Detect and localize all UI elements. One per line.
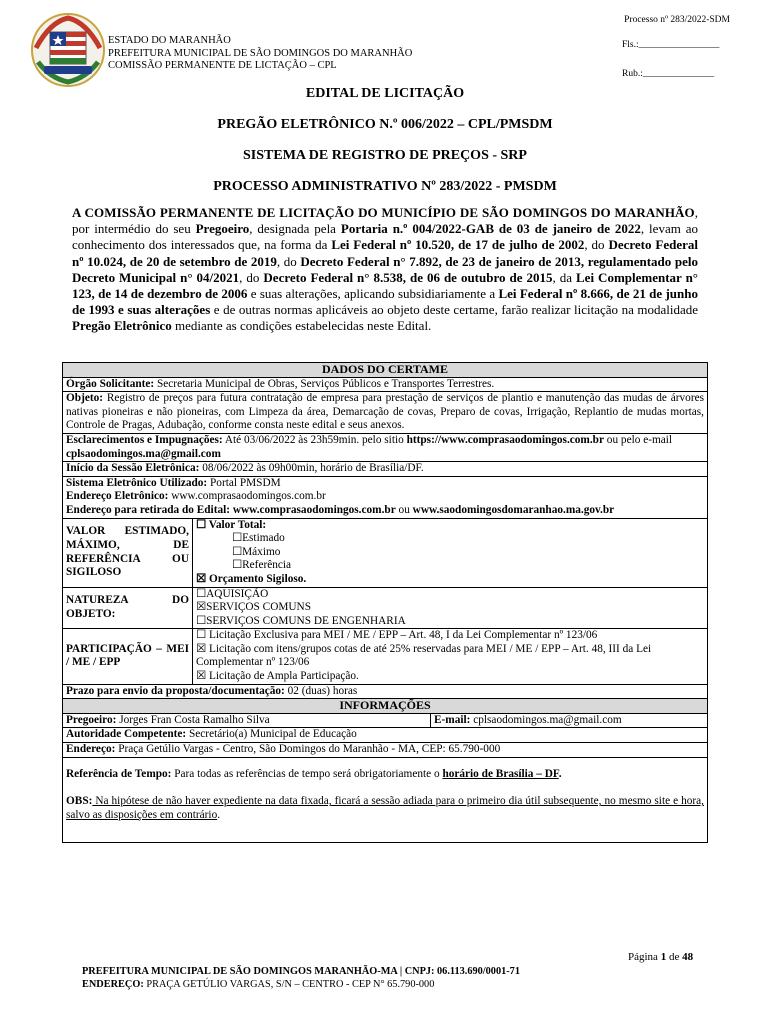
sistema-value: Portal PMSDM (207, 476, 281, 489)
obs-note (66, 795, 704, 822)
retirada-or: ou (395, 503, 413, 516)
dados-certame-table (62, 362, 708, 843)
intro-text: , da (552, 269, 577, 285)
pregoeiro-row (63, 714, 707, 729)
exclusiva-checkbox[interactable]: ☐ Licitação Exclusiva para MEI / ME / EPP – Art. 48, I da Lei Complementar nº 123/06 (196, 629, 598, 642)
intro-text: , por intermédio do seu (72, 205, 698, 237)
objeto-row (63, 392, 707, 434)
ampla-checkbox[interactable]: ☒ Licitação de Ampla Participação. (196, 670, 359, 683)
inicio-label: Início da Sessão Eletrônica: (66, 462, 200, 475)
intro-text: , levam ao conhecimento dos interessados que, na forma da (72, 221, 698, 253)
ref-value: Para todas as referências de tempo será obrigatoriamente o (171, 767, 443, 780)
inicio-row (63, 462, 707, 477)
edital-title: EDITAL DE LICITAÇÃO (305, 86, 465, 101)
servicos-engenharia-checkbox[interactable]: ☐SERVIÇOS COMUNS DE ENGENHARIA (196, 614, 406, 627)
info-heading: INFORMAÇÕES (63, 699, 707, 714)
prazo-row (63, 685, 707, 700)
sistema-label: Sistema Eletrônico Utilizado: (66, 476, 208, 489)
page-current: 1 (660, 951, 667, 963)
intro-bold: Pregão Eletrônico (72, 318, 172, 334)
orgao-value: Secretaria Municipal de Obras, Serviços Públicos e Transportes Terrestres. (154, 377, 495, 390)
inicio-value: 08/06/2022 às 09h00min, horário de Brasília/DF. (199, 462, 424, 475)
valor-options (193, 519, 707, 587)
intro-commission: A COMISSÃO PERMANENTE DE LICITAÇÃO DO MUNICÍPIO DE SÃO DOMINGOS DO MARANHÃO (72, 205, 695, 220)
autoridade-label: Autoridade Competente: (66, 728, 187, 741)
participacao-row (63, 629, 707, 684)
valor-row (63, 519, 707, 588)
letterhead-state: ESTADO DO MARANHÃO (108, 35, 231, 46)
endereco-line (66, 490, 704, 504)
natureza-row (63, 588, 707, 630)
footer (82, 965, 520, 991)
retirada-site-link[interactable]: www.comprasaodomingos.com.br (232, 503, 396, 516)
email-label: E-mail: (434, 713, 471, 726)
intro-bold: Portaria n.º 004/2022-GAB de 03 de janeiro de 2022 (340, 221, 641, 237)
end-label: Endereço: (66, 743, 116, 756)
retirada-label: Endereço para retirada do Edital: (66, 503, 233, 516)
footer-line2 (82, 978, 520, 991)
ref-end: . (558, 767, 562, 780)
esclarecimentos-row (63, 434, 707, 462)
obs-label: OBS: (66, 795, 93, 808)
natureza-options (193, 588, 707, 629)
autoridade-value: Secretário(a) Municipal de Educação (186, 728, 357, 741)
footer-address-value: PRAÇA GETÚLIO VARGAS, S/N – CENTRO - CEP N° 65.790-000 (143, 979, 435, 990)
intro-text: mediante as condições estabelecidas neste Edital. (171, 318, 432, 334)
intro-text: , do (276, 253, 301, 269)
valor-total-checkbox[interactable]: ☐ Valor Total: (196, 518, 267, 531)
maximo-checkbox[interactable]: ☐Máximo (232, 545, 281, 558)
end-value: Praça Getúlio Vargas - Centro, São Domingos do Maranhão - MA, CEP: 65.790-000 (115, 743, 501, 756)
orgao-label: Órgão Solicitante: (66, 377, 155, 390)
prazo-value: 02 (duas) horas (284, 684, 358, 697)
footer-line1: PREFEITURA MUNICIPAL DE SÃO DOMINGOS MARANHÃO-MA | CNPJ: 06.113.690/0001-71 (82, 966, 520, 977)
processo-title: PROCESSO ADMINISTRATIVO Nº 283/2022 - PMSDM (213, 179, 557, 194)
aquisicao-checkbox[interactable]: ☐AQUISIÇÃO (196, 587, 269, 600)
intro-bold: Lei Complementar n° 123, de 14 de dezembro de 2006 (72, 269, 699, 302)
sigiloso-checkbox[interactable]: ☒ Orçamento Sigiloso. (196, 572, 307, 585)
participacao-options (193, 629, 707, 683)
cotas-checkbox[interactable]: ☒ Licitação com itens/grupos cotas de até 25% reservadas para MEI / ME / EPP – Art. 48, III da Lei Complementar nº 123/06 (196, 642, 652, 669)
retirada-line (66, 504, 704, 518)
municipal-coat-of-arms (30, 12, 106, 88)
endereco-value[interactable]: www.comprasaodomingos.com.br (168, 490, 326, 503)
valor-label: VALOR ESTIMADO, MÁXIMO, DE REFERÊNCIA OU SIGILOSO (63, 519, 193, 587)
objeto-label: Objeto: (66, 392, 104, 405)
intro-bold: Pregoeiro (195, 221, 250, 237)
intro-bold: Decreto Federal n° 8.538, de 06 de outubro de 2015 (263, 269, 553, 285)
intro-bold: Lei Federal nº 8.666, de 21 de junho de 1993 e suas alterações (72, 286, 698, 318)
intro-bold: Lei Federal nº 10.520, de 17 de julho de 2002 (331, 237, 585, 253)
pregoeiro-cell (63, 714, 431, 728)
section-heading: DADOS DO CERTAME (63, 363, 707, 378)
page-number (628, 951, 693, 963)
page-total: 48 (682, 951, 694, 963)
prazo-label: Prazo para envio da proposta/documentação: (66, 684, 285, 697)
sistema-block (63, 477, 707, 519)
escl-label: Esclarecimentos e Impugnações: (66, 433, 223, 446)
sistema-line (66, 477, 704, 491)
intro-bold: Decreto Federal nº 10.024, de 20 de setembro de 2019 (72, 237, 698, 269)
pregao-title: PREGÃO ELETRÔNICO N.º 006/2022 – CPL/PMSDM (217, 117, 553, 132)
escl-site-link[interactable]: https://www.comprasaodomingos.com.br (406, 433, 604, 446)
objeto-value: Registro de preços para futura contratação de empresa para prestação de serviços de plantio e manutenção das mudas de árvores nativas pioneiras e não pioneiras, com Limpeza da área, Demarcação de covas, Preparo de covas, Irrigação, Replantio de mudas mortas, Controle de Pragas, Adubação, conforme consta neste edital e seus anexos. (66, 392, 704, 432)
endereco-label: Endereço Eletrônico: (66, 490, 169, 503)
intro-text: , designada pela (249, 221, 341, 237)
escl-email-link[interactable]: cplsaodomingos.ma@gmail.com (66, 447, 221, 460)
obs-value: Na hipótese de não haver expediente na data fixada, ficará a sessão adiada para o primeiro dia útil subsequente, no mesmo site e hora, salvo as disposições em contrário (66, 795, 704, 821)
natureza-label: NATUREZA DO OBJETO: (63, 588, 193, 629)
rub-field: Rub.:_______________ (622, 69, 715, 79)
page-word: Página (628, 951, 661, 963)
srp-title: SISTEMA DE REGISTRO DE PREÇOS - SRP (243, 148, 527, 163)
letterhead-prefecture: PREFEITURA MUNICIPAL DE SÃO DOMINGOS DO MARANHÃO (108, 47, 413, 59)
ref-bold: horário de Brasília – DF (442, 767, 559, 780)
participacao-label: PARTICIPAÇÃO – MEI / ME / EPP (63, 629, 193, 683)
escl-or: ou pelo e-mail (603, 433, 673, 446)
estimado-checkbox[interactable]: ☐Estimado (232, 532, 285, 545)
retirada-site2-link[interactable]: www.saodomingosdomaranhao.ma.gov.br (412, 503, 615, 516)
intro-paragraph (72, 205, 698, 335)
email-cell (431, 714, 707, 728)
notes-block (63, 758, 707, 843)
process-number: Processo nº 283/2022-SDM (624, 15, 730, 25)
page-of: de (666, 951, 683, 963)
autoridade-row (63, 728, 707, 743)
intro-text: , do (584, 237, 609, 253)
obs-end: . (217, 808, 221, 821)
footer-address-label: ENDEREÇO: (82, 979, 144, 990)
endereco-row (63, 743, 707, 758)
letterhead (108, 35, 412, 73)
intro-bold: Decreto Federal n° 7.892, de 23 de janeiro de 2013, regulamentado pelo Decreto Municipal n° 04/2021 (72, 253, 698, 285)
letterhead-commission: COMISSÃO PERMANENTE DE LICTAÇÃO – CPL (108, 60, 337, 71)
referencia-tempo (66, 768, 704, 782)
fls-field: Fls.:_________________ (622, 40, 720, 50)
referencia-checkbox[interactable]: ☐Referência (232, 559, 292, 572)
pregoeiro-value: Jorges Fran Costa Ramalho Silva (116, 713, 270, 726)
escl-value: Até 03/06/2022 às 23h59min. pelo sitio (222, 433, 407, 446)
pregoeiro-label: Pregoeiro: (66, 713, 117, 726)
servicos-comuns-checkbox[interactable]: ☒SERVIÇOS COMUNS (196, 601, 311, 614)
orgao-row (63, 378, 707, 393)
intro-text: e de outras normas aplicáveis ao objeto deste certame, farão realizar licitação na modalidade (210, 302, 698, 318)
intro-text: , do (239, 269, 264, 285)
email-value[interactable]: cplsaodomingos.ma@gmail.com (470, 713, 622, 726)
intro-text: e suas alterações, aplicando subsidiariamente a (247, 286, 499, 302)
ref-label: Referência de Tempo: (66, 767, 172, 780)
